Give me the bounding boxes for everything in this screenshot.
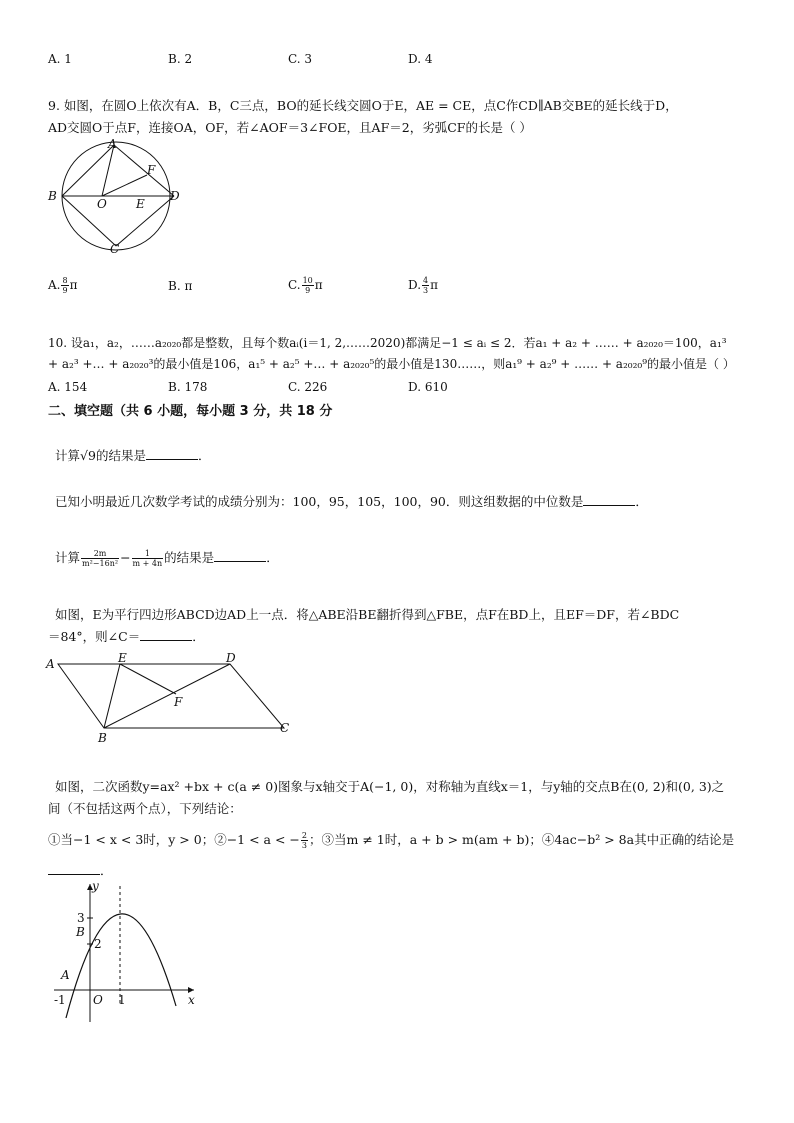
fill5-text-line4: ． [48,860,113,882]
q9-text-line1: 9. 如图，在圆O上依次有A．B，C三点，BO的延长线交圆O于E，AE = CE，点C作CD∥AB交BE的延长线于D， [48,98,678,113]
q9-label-e: E [136,197,145,211]
fill2-text: 已知小明最近几次数学考试的成绩分别为：100，95，105，100，90．则这组数据的中位数是 ． [55,494,648,509]
fill4-label-c: C [280,721,290,735]
fill4-answer-blank[interactable] [140,628,192,641]
q9-label-b: B [48,189,57,203]
fill4-label-a: A [46,657,55,671]
fill5-label-y: y [92,879,99,893]
fill4-text-line2: ＝84°，则∠C＝ ． [48,629,205,644]
q9-option-c: C. $\frac{10}{9}$ π [288,276,323,295]
q9-label-o: O [97,197,107,211]
q9-text-line2: AD交圆O于点F，连接OA，OF，若∠AOF＝3∠FOE，且AF＝2，劣弧CF的长是（ ） [48,120,532,135]
fill5-label-3: 3 [77,911,85,925]
fill4-label-b: B [98,731,107,744]
fill5-text-line3: ①当−1 < x < 3时，y > 0；②−1 < a < − $\frac{2}{3}$ ；③当m ≠ 1时，a + b > m(am + b)；④4ac−b² > 8a其中正确的结论是 [48,831,735,850]
fill4-text-line1: 如图，E为平行四边形ABCD边AD上一点．将△ABE沿BE翻折得到△FBE，点F在BD上，且EF＝DF，若∠BDC [55,607,680,622]
q9-option-b: B. π [168,279,193,293]
q10-option-b: B. 178 [168,380,208,394]
fill5-label-1: 1 [118,993,126,1007]
fill5-label-neg1: -1 [54,993,66,1007]
fill5-label-2: 2 [94,937,102,951]
q10-option-d: D. 610 [408,380,448,394]
fill3-text: 计算 $\frac{2m}{\text{m²−16n²}}$ − $\frac{1}{m + 4n}$ 的结果是 ． [55,549,279,568]
q9-label-d: D [170,189,180,203]
fill5-parabola-graph [44,876,204,1026]
q9-option-a: A. $\frac{8}{9}$ π [48,276,78,295]
q10-option-a: A. 154 [48,380,88,394]
fill1-text: 计算√9的结果是 ． [55,448,211,463]
q10-option-c: C. 226 [288,380,328,394]
fill4-label-d: D [226,651,236,665]
fill4-label-f: F [174,695,183,709]
fill5-label-o: O [93,993,103,1007]
q9-circle-figure [44,138,194,258]
fill5-label-b: B [76,925,85,939]
q10-text-line1: 10. 设a₁，a₂，……a₂₀₂₀都是整数，且每个数aᵢ(i＝1, 2,……2020)都满足−1 ≤ aᵢ ≤ 2．若a₁ + a₂ + …… + a₂₀₂₀＝100，a₁³ [48,336,727,350]
fill1-answer-blank[interactable] [146,447,198,460]
fill2-answer-blank[interactable] [583,493,635,506]
q9-option-d: D. $\frac{4}{3}$ π [408,276,438,295]
fill4-label-e: E [118,651,127,665]
q10-text-line2: + a₂³ +… + a₂₀₂₀³的最小值是106，a₁⁵ + a₂⁵ +… + a₂₀₂₀⁵的最小值是130……，则a₁⁹ + a₂⁹ + …… + a₂₀₂₀⁹的最小值是（ ） [48,357,735,371]
q8-option-d: D. 4 [408,52,433,66]
fill5-text-line2: 间（不包括这两个点），下列结论： [48,801,242,816]
fill5-answer-blank[interactable] [48,862,100,875]
q9-label-c: C [110,242,120,256]
section2-heading: 二、填空题（共 6 小题，每小题 3 分，共 18 分 [48,404,333,419]
fill3-answer-blank[interactable] [214,549,266,562]
q8-option-a: A. 1 [48,52,72,66]
q9-label-a: A [108,138,117,151]
q8-option-b: B. 2 [168,52,193,66]
fill5-label-x: x [188,993,195,1007]
q9-label-f: F [147,163,156,177]
fill5-text-line1: 如图，二次函数y=ax² +bx + c(a ≠ 0)图象与x轴交于A(−1, 0)，对称轴为直线x＝1，与y轴的交点B在(0, 2)和(0, 3)之 [55,779,725,794]
fill4-parallelogram-figure [44,648,304,744]
fill5-label-a: A [61,968,70,982]
q8-option-c: C. 3 [288,52,313,66]
